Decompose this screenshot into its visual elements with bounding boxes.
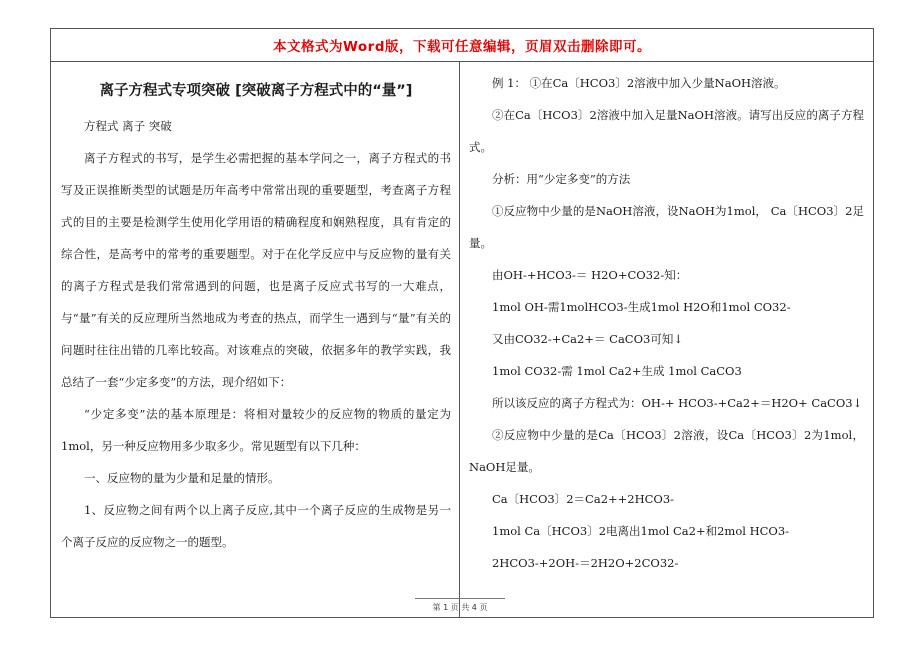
equation-line-6: 1mol Ca〔HCO3〕2电离出1mol Ca2+和2mol HCO3- [492,524,790,538]
result-line-1: 所以该反应的离子方程式为：OH-+ HCO3-+Ca2+＝H2O+ CaCO3↓ [492,396,863,410]
column-divider [459,62,460,617]
item-1-paragraph: 1、反应物之间有两个以上离子反应,其中一个离子反应的生成物是另一个离子反应的反应物之一的题型。 [61,503,451,549]
page-frame [50,28,874,618]
example-2-line: ②在Ca〔HCO3〕2溶液中加入足量NaOH溶液。请写出反应的离子方程式。 [469,108,864,154]
right-column [469,67,864,579]
header-banner: 本文格式为Word版，下载可任意编辑，页眉双击删除即可。 [272,39,651,55]
equation-line-4: 1mol CO32-需 1mol Ca2+生成 1mol CaCO3 [492,364,742,378]
intro-paragraph: 离子方程式的书写，是学生必需把握的基本学问之一，离子方程式的书写及正误推断类型的试题是历年高考中常常出现的重要题型，考查离子方程式的目的主要是检测学生使用化学用语的精确程度和娴熟程度，具有肯定的综合性，是高考中的常考的重要题型。对于在化学反应中与反应物的量有关的离子方程式是我们常常遇到的问题，也是离子反应式书写的一大难点，与“量”有关的反应理所当然地成为考查的热点，而学生一遇到与“量”有关的问题时往往出错的几率比较高。对该难点的突破，依据多年的教学实践，我总结了一套“少定多变”的方法，现介绍如下： [61,151,451,389]
section-heading-1: 一、反应物的量为少量和足量的情形。 [84,471,280,485]
analysis-line: 分析：用“少定多变”的方法 [492,172,631,186]
example-1-line: 例 1： ①在Ca〔HCO3〕2溶液中加入少量NaOH溶液。 [492,76,786,90]
left-column [61,79,451,558]
equation-line-2: 1mol OH-需1molHCO3-生成1mol H2O和1mol CO32- [492,300,791,314]
equation-line-5: Ca〔HCO3〕2＝Ca2++2HCO3- [492,492,675,506]
case-1-line: ①反应物中少量的是NaOH溶液，设NaOH为1mol， Ca〔HCO3〕2足量。 [469,204,864,250]
header-rule [51,61,873,62]
case-2-line: ②反应物中少量的是Ca〔HCO3〕2溶液，设Ca〔HCO3〕2为1mol，NaOH足量。 [469,428,864,474]
keywords: 方程式 离子 突破 [84,119,172,133]
footer-rule [415,598,505,599]
equation-line-1: 由OH-+HCO3-＝ H2O+CO32-知： [492,268,688,282]
page-number: 第 1 页 共 4 页 [432,603,488,612]
document-title: 离子方程式专项突破 [突破离子方程式中的“量”] [99,83,413,99]
equation-line-3: 又由CO32-+Ca2+＝ CaCO3可知↓ [492,332,683,346]
principle-paragraph: “少定多变”法的基本原理是：将相对量较少的反应物的物质的量定为1mol，另一种反应物用多少取多少。常见题型有以下几种： [61,407,451,453]
equation-line-7: 2HCO3-+2OH-＝2H2O+2CO32- [492,556,679,570]
